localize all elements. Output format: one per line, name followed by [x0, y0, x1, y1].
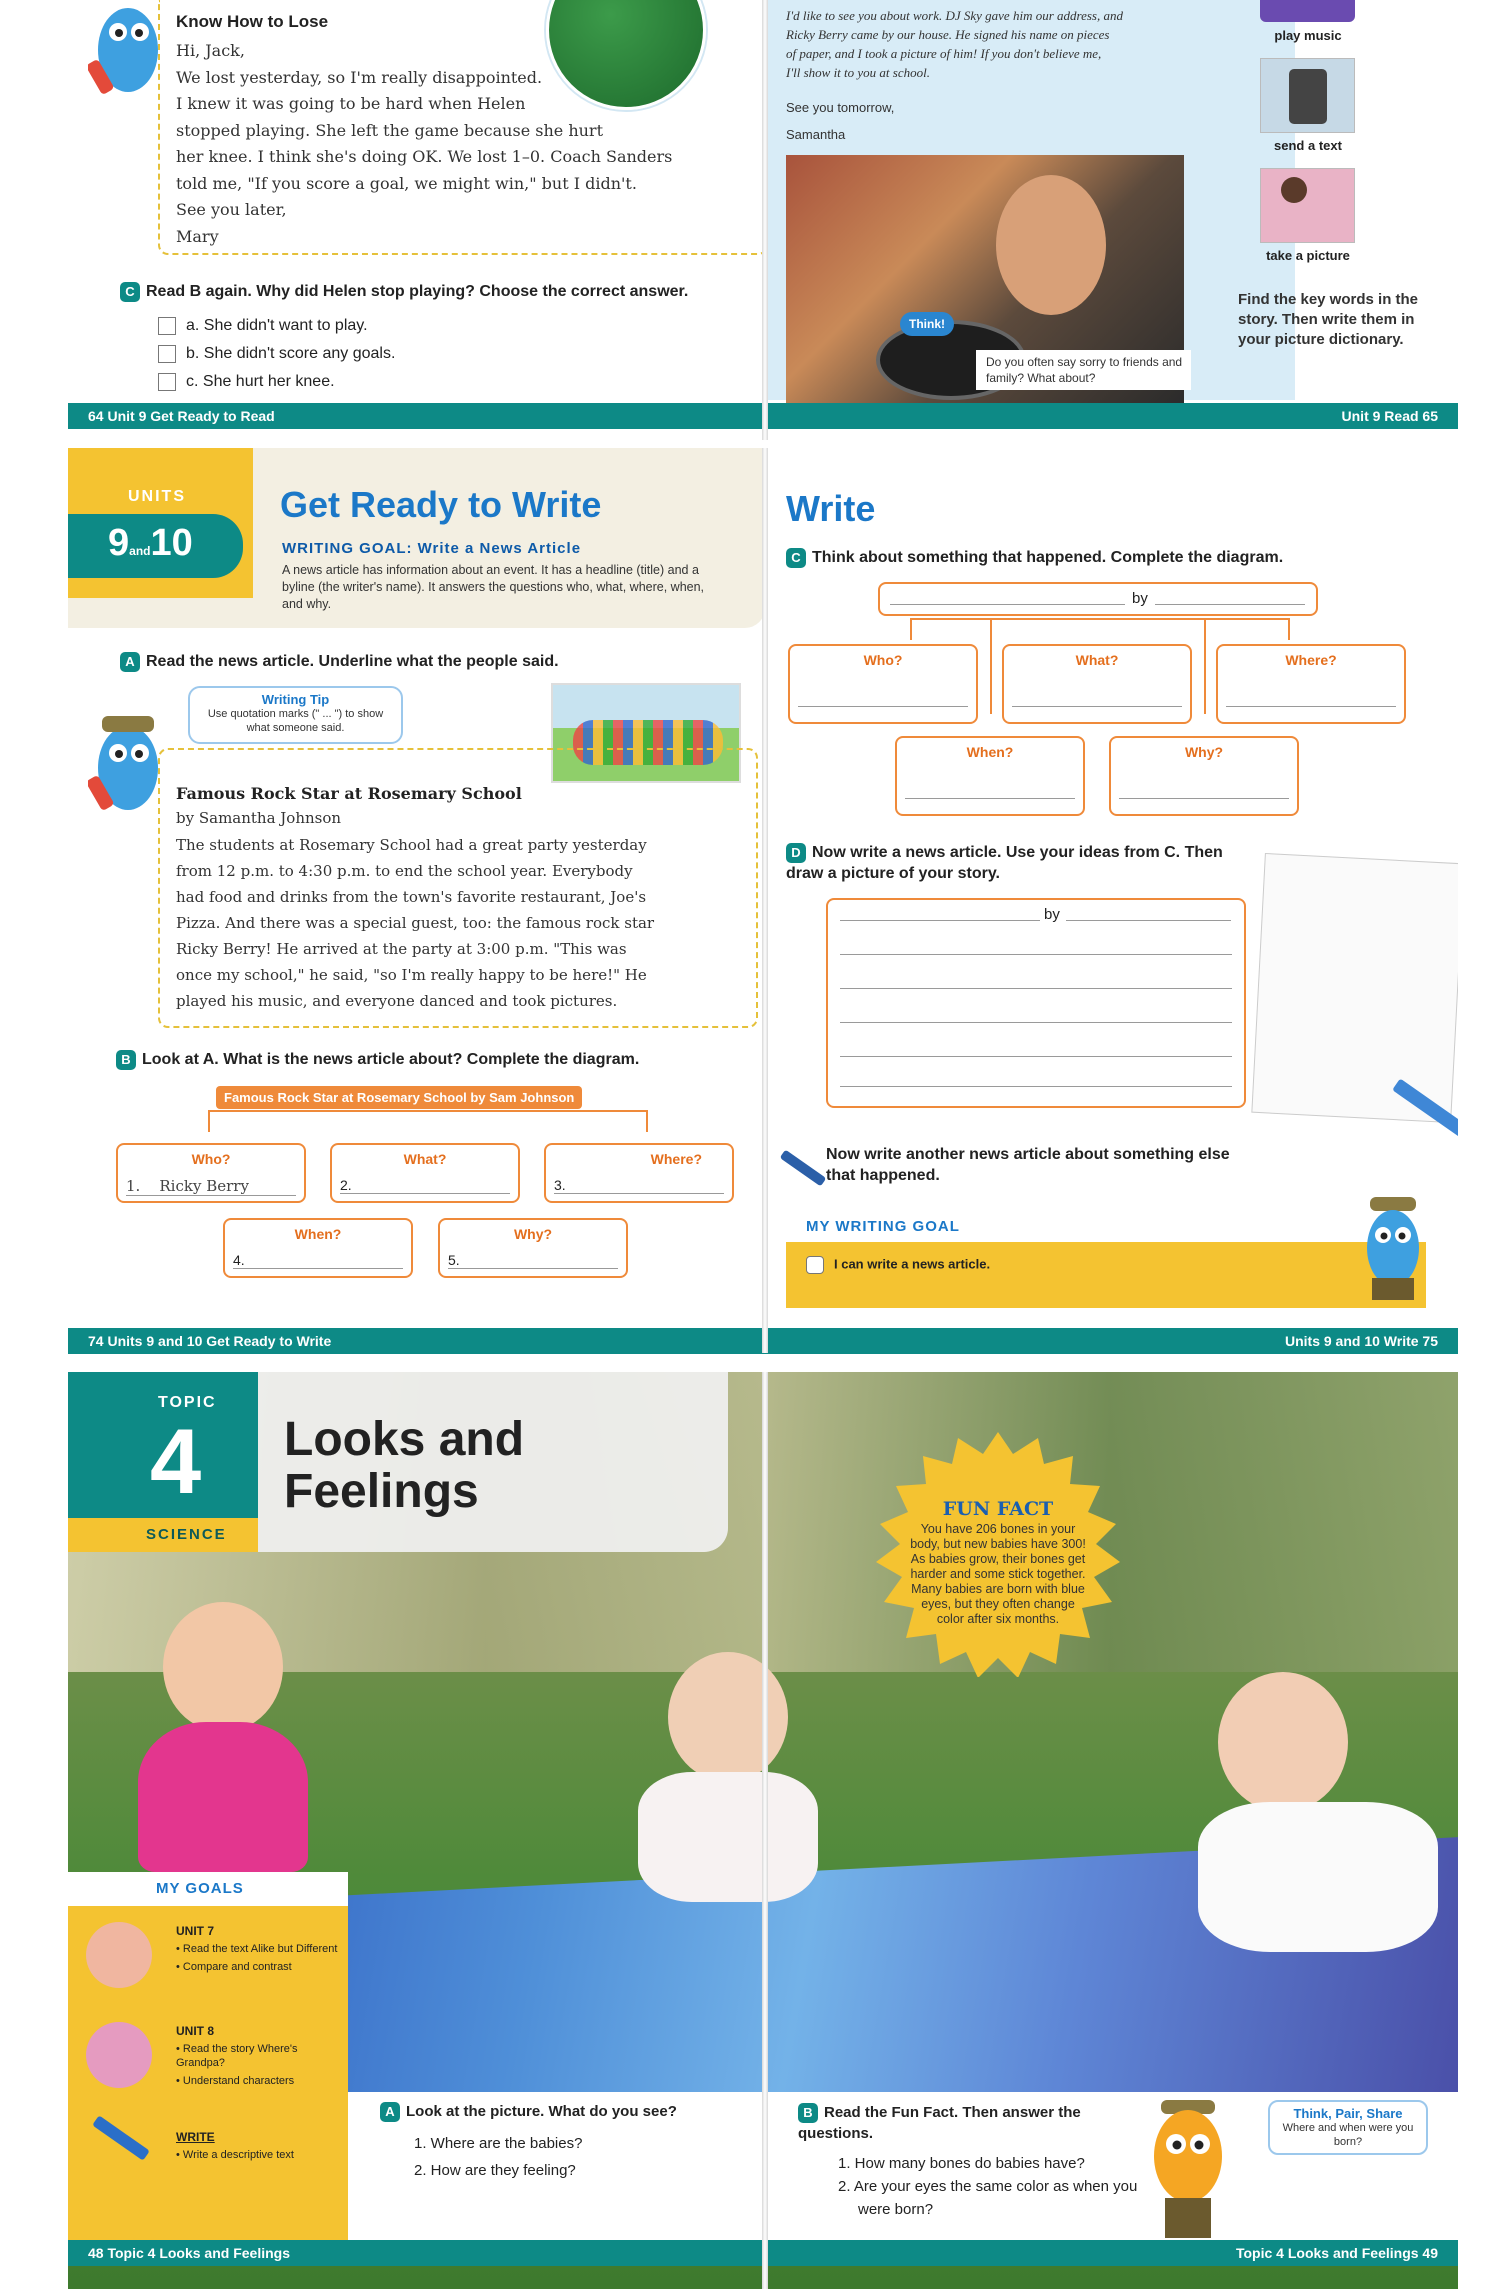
- article-line: Ricky Berry! He arrived at the party at 3:00 p.m. "This was: [176, 940, 627, 958]
- option-a[interactable]: a. She didn't want to play.: [158, 312, 395, 340]
- baby-right: [1178, 1672, 1448, 1952]
- article-line: once my school," he said, "so I'm really happy to be here!" He: [176, 966, 647, 984]
- fun-fact-text: You have 206 bones in your body, but new babies have 300! As babies grow, their bones get harder and some stick together. Many babies are born with blue eyes, but they often change color after six months.: [910, 1522, 1086, 1626]
- checkbox[interactable]: [158, 317, 176, 335]
- footer-p74: 74 Units 9 and 10 Get Ready to Write: [68, 1328, 765, 1354]
- footer-p48: 48 Topic 4 Looks and Feelings: [68, 2240, 765, 2266]
- diagram-c-who[interactable]: Who?: [788, 644, 978, 724]
- diagram-b-who: Who? 1. Ricky Berry: [116, 1143, 306, 1203]
- pic-take-picture: [1260, 168, 1355, 243]
- letter-c-badge: C: [120, 282, 140, 302]
- story-line: I'd like to see you about work. DJ Sky gave him our address, and: [786, 8, 1123, 23]
- story-line: Ricky Berry came by our house. He signed his name on pieces: [786, 27, 1110, 42]
- goal-checkbox-row[interactable]: I can write a news article.: [806, 1256, 990, 1274]
- mascot-4: [1143, 2094, 1233, 2249]
- goals-title: MY GOALS: [156, 1880, 244, 1897]
- topic-number: 4: [150, 1411, 202, 1513]
- page-title: Get Ready to Write: [280, 484, 602, 525]
- subject-label: SCIENCE: [146, 1526, 227, 1543]
- pic-label-play-music: play music: [1274, 28, 1342, 43]
- letter-line: We lost yesterday, so I'm really disappointed.: [176, 67, 543, 87]
- pencil-icon: [780, 1150, 827, 1187]
- signature: Samantha: [786, 127, 846, 142]
- topic-title-1: Looks and: [284, 1413, 525, 1466]
- article-line: The students at Rosemary School had a great party yesterday: [176, 836, 647, 854]
- my-writing-goal-title: MY WRITING GOAL: [806, 1218, 960, 1235]
- footer-p64: 64 Unit 9 Get Ready to Read: [68, 403, 765, 429]
- pic-send-text: [1260, 58, 1355, 133]
- checkbox[interactable]: [158, 345, 176, 363]
- story-line: I'll show it to you at school.: [786, 65, 930, 80]
- letter-body: [176, 38, 672, 250]
- tip-title: Writing Tip: [261, 692, 330, 707]
- by-label: by: [1044, 906, 1060, 923]
- question-c: [120, 282, 688, 302]
- question-b-items: 1. How many bones do babies have? 2. Are your eyes the same color as when you were born?: [838, 2155, 1138, 2218]
- diagram-b-what-answer[interactable]: 2.: [340, 1177, 510, 1194]
- topic-title-2: Feelings: [284, 1465, 479, 1518]
- letter-line: I knew it was going to be hard when Helen: [176, 94, 526, 113]
- letter-line: Mary: [176, 226, 219, 246]
- option-c[interactable]: c. She hurt her knee.: [158, 368, 395, 396]
- by-label: by: [1132, 590, 1148, 607]
- article-line: from 12 p.m. to 4:30 p.m. to end the school year. Everybody: [176, 862, 633, 880]
- unit8-icon: [86, 2022, 152, 2088]
- writing-goal: WRITING GOAL: Write a News Article: [282, 540, 582, 557]
- headline-tag: Famous Rock Star at Rosemary School by Sam Johnson: [216, 1086, 582, 1109]
- diagram-c-headline: [878, 582, 1318, 616]
- option-b[interactable]: b. She didn't score any goals.: [158, 340, 395, 368]
- article-byline: by Samantha Johnson: [176, 809, 342, 827]
- gutter: [762, 1372, 768, 2289]
- writing-goal-desc: A news article has information about an event. It has a headline (title) and a byline (the writer's name). It answers the questions who, what, where, when, and why.: [282, 563, 705, 611]
- question-a-topic: A Look at the picture. What do you see?: [380, 2102, 677, 2122]
- answer-options: [158, 312, 395, 396]
- find-key-words: Find the key words in the story. Then write them in your picture dictionary.: [1238, 291, 1419, 348]
- checkbox[interactable]: [158, 373, 176, 391]
- article-body: [176, 832, 654, 1014]
- think-pair-share: Think, Pair, Share Where and when were you born?: [1268, 2100, 1428, 2155]
- letter-line: See you later,: [176, 200, 287, 219]
- diagram-b-where-answer[interactable]: 3.: [554, 1177, 724, 1194]
- units-label: UNITS: [128, 488, 186, 505]
- article-line: Pizza. And there was a special guest, too: the famous rock star: [176, 914, 655, 932]
- diagram-b-when: When? 4.: [223, 1218, 413, 1278]
- baby-left: [138, 1602, 308, 1872]
- question-c-write: C Think about something that happened. Complete the diagram.: [786, 548, 1283, 568]
- drawing-box[interactable]: [1251, 853, 1458, 1123]
- diagram-b-when-answer[interactable]: 4.: [233, 1252, 403, 1269]
- write-title: Write: [786, 488, 876, 529]
- diagram-c-when[interactable]: When?: [895, 736, 1085, 816]
- units-number-box: 9and10: [68, 514, 243, 578]
- letter-line: stopped playing. She left the game because she hurt: [176, 120, 604, 140]
- write-another: Now write another news article about something else that happened.: [826, 1146, 1230, 1184]
- diagram-c-what[interactable]: What?: [1002, 644, 1192, 724]
- footer-p75: Units 9 and 10 Write 75: [765, 1328, 1458, 1354]
- letter-line: told me, "If you score a goal, we might win," but I didn't.: [176, 173, 637, 193]
- gutter: [762, 0, 768, 440]
- gutter: [762, 448, 768, 1353]
- see-you: See you tomorrow,: [786, 100, 895, 115]
- letter-line: Hi, Jack,: [176, 41, 245, 60]
- diagram-b-where: Where? 3.: [544, 1143, 734, 1203]
- question-a: A Read the news article. Underline what the people said.: [120, 652, 559, 672]
- footer-p49: Topic 4 Looks and Feelings 49: [765, 2240, 1458, 2266]
- question-c-text: Read B again. Why did Helen stop playing? Choose the correct answer.: [146, 283, 689, 301]
- mascot-2: [88, 708, 168, 823]
- letter-title: Know How to Lose: [176, 12, 329, 31]
- goal-write: WRITE • Write a descriptive text: [176, 2130, 294, 2161]
- question-b: B Look at A. What is the news article about? Complete the diagram.: [116, 1050, 639, 1070]
- question-a-items: 1. Where are the babies? 2. How are they feeling?: [414, 2135, 583, 2179]
- pic-label-take-picture: take a picture: [1266, 248, 1350, 263]
- story-line: of paper, and I took a picture of him! If you don't believe me,: [786, 46, 1102, 61]
- goal-unit8: UNIT 8 • Read the story Where's Grandpa? • Understand characters: [176, 2024, 298, 2087]
- baby-middle: [628, 1652, 828, 1902]
- diagram-b-connector: [208, 1110, 648, 1132]
- diagram-c-where[interactable]: Where?: [1216, 644, 1406, 724]
- fun-fact-title: FUN FACT: [942, 1498, 1054, 1520]
- letter-line: her knee. I think she's doing OK. We lost 1–0. Coach Sanders: [176, 147, 673, 166]
- article-line: played his music, and everyone danced and took pictures.: [176, 992, 618, 1010]
- story-text: [786, 6, 1123, 82]
- question-b-topic: B Read the Fun Fact. Then answer the questions.: [798, 2104, 1081, 2143]
- diagram-b-why-answer[interactable]: 5.: [448, 1252, 618, 1269]
- checkbox[interactable]: [806, 1256, 824, 1274]
- question-d: D Now write a news article. Use your ideas from C. Then draw a picture of your story.: [786, 844, 1223, 882]
- pic-label-send-text: send a text: [1274, 138, 1342, 153]
- goal-unit7: UNIT 7 • Read the text Alike but Different • Compare and contrast: [176, 1924, 338, 1973]
- diagram-b-who-answer[interactable]: 1. Ricky Berry: [126, 1177, 296, 1196]
- article-line: had food and drinks from the town's favorite restaurant, Joe's: [176, 888, 647, 906]
- article-title: Famous Rock Star at Rosemary School: [176, 784, 522, 803]
- footer-p65: Unit 9 Read 65: [765, 403, 1458, 429]
- article-writing-box[interactable]: [826, 898, 1246, 1108]
- mascot-1: [88, 0, 168, 105]
- diagram-b-why: Why? 5.: [438, 1218, 628, 1278]
- diagram-c-why[interactable]: Why?: [1109, 736, 1299, 816]
- pic-play-music: [1260, 0, 1355, 22]
- think-badge: Think!: [900, 312, 954, 336]
- mascot-3: [1358, 1193, 1428, 1308]
- unit7-icon: [86, 1922, 152, 1988]
- diagram-b-what: What? 2.: [330, 1143, 520, 1203]
- dj-face: [996, 175, 1106, 315]
- think-question: Do you often say sorry to friends and family? What about?: [976, 350, 1191, 390]
- writing-tip: [188, 686, 403, 744]
- topic-label: TOPIC: [158, 1394, 217, 1411]
- tip-text: Use quotation marks (" ... ") to show what someone said.: [207, 708, 384, 734]
